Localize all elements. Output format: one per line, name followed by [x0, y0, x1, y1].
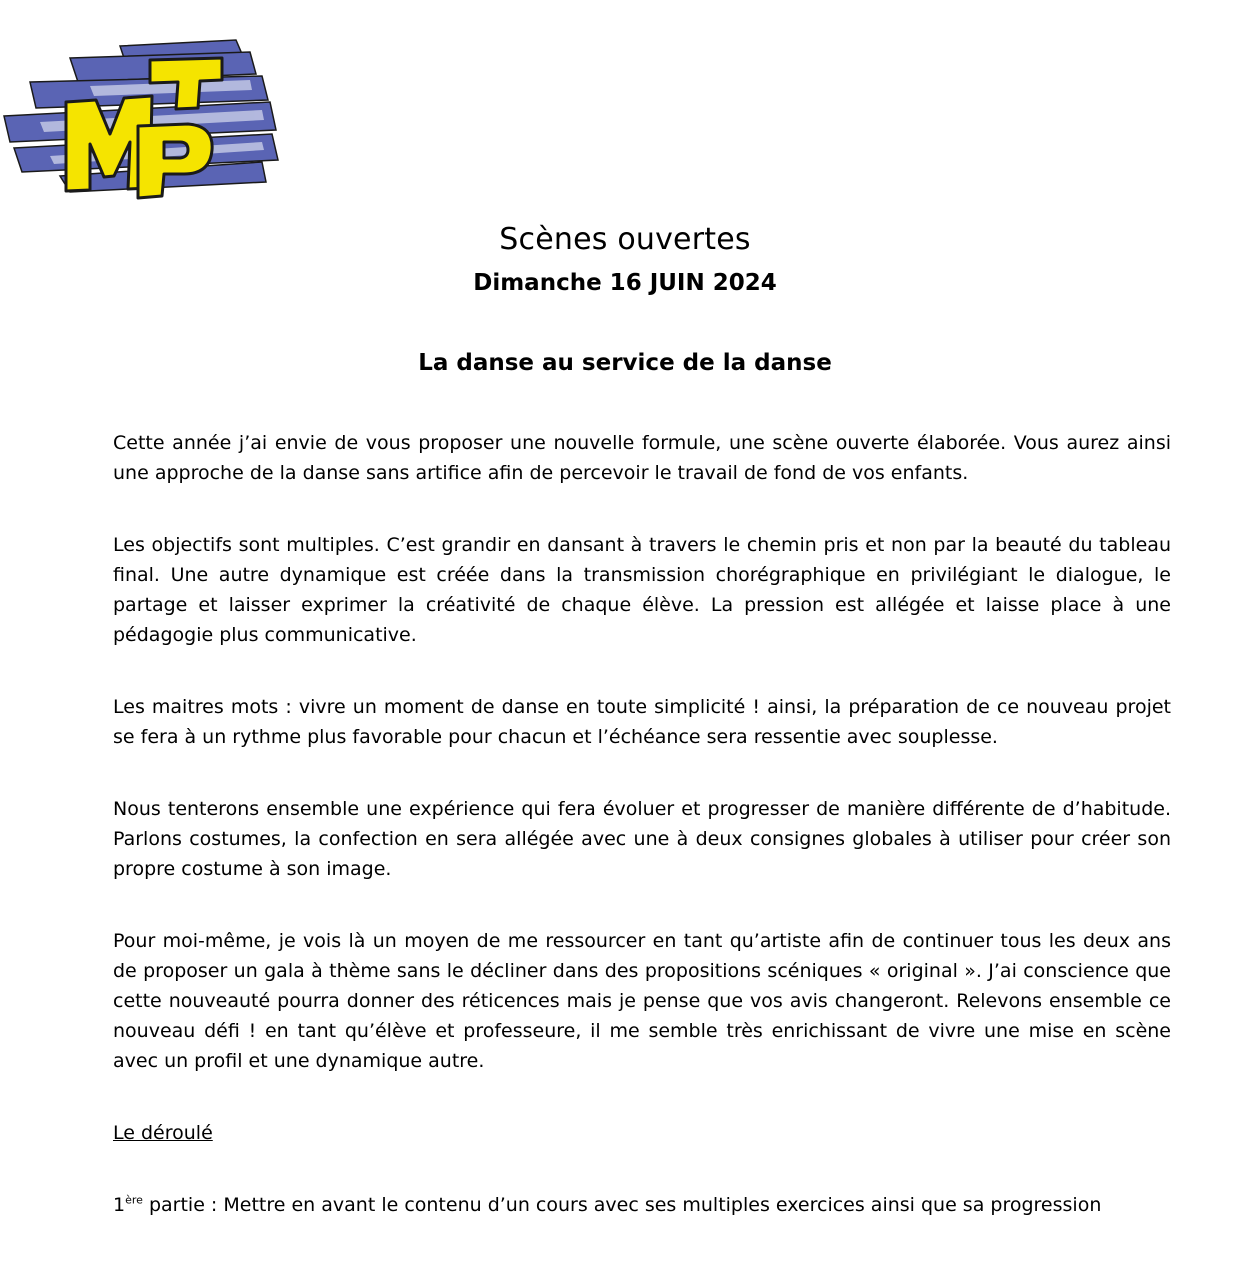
- paragraph-4: Nous tenterons ensemble une expérience qui fera évoluer et progresser de manière différente de d’habitude. Parlons costumes, la confection en sera allégée avec une à deux consignes globales à utiliser pour créer son propre costume à son image.: [113, 798, 1171, 880]
- part-1-number: 1: [113, 1194, 126, 1216]
- document-body: [113, 428, 1171, 1262]
- paragraph-1: Cette année j’ai envie de vous proposer une nouvelle formule, une scène ouverte élaborée. Vous aurez ainsi une approche de la danse sans artifice afin de percevoir le travail de fond de vos enfants.: [113, 432, 1171, 484]
- document-heading: La danse au service de la danse: [418, 350, 832, 376]
- part-1-text: partie : Mettre en avant le contenu d’un cours avec ses multiples exercices ainsi que sa progression: [142, 1194, 1102, 1216]
- paragraph-5: Pour moi-même, je vois là un moyen de me ressourcer en tant qu’artiste afin de continuer tous les deux ans de proposer un gala à thème sans le décliner dans des propositions scéniques « original ». J’ai conscience que cette nouveauté pourra donner des réticences mais je pense que vos avis changeront. Relevons ensemble ce nouveau défi ! en tant qu’élève et professeure, il me semble très enrichissant de vivre une mise en scène avec un profil et une dynamique autre.: [113, 930, 1171, 1072]
- paragraph-3: Les maitres mots : vivre un moment de danse en toute simplicité ! ainsi, la préparation de ce nouveau projet se fera à un rythme plus favorable pour chacun et l’échéance sera ressentie avec souplesse.: [113, 696, 1171, 748]
- section-title: Le déroulé: [113, 1122, 213, 1144]
- part-1-line: [113, 1190, 1171, 1220]
- document-title: Scènes ouvertes: [499, 222, 751, 257]
- document-date: Dimanche 16 JUIN 2024: [473, 270, 777, 296]
- paragraph-2: Les objectifs sont multiples. C’est grandir en dansant à travers le chemin pris et non par la beauté du tableau final. Une autre dynamique est créée dans la transmission chorégraphique en privilégiant le dialogue, le partage et laisser exprimer la créativité de chaque élève. La pression est allégée et laisse place à une pédagogie plus communicative.: [113, 534, 1171, 646]
- mpt-logo: [0, 38, 282, 200]
- part-1-ordinal: ère: [125, 1193, 143, 1207]
